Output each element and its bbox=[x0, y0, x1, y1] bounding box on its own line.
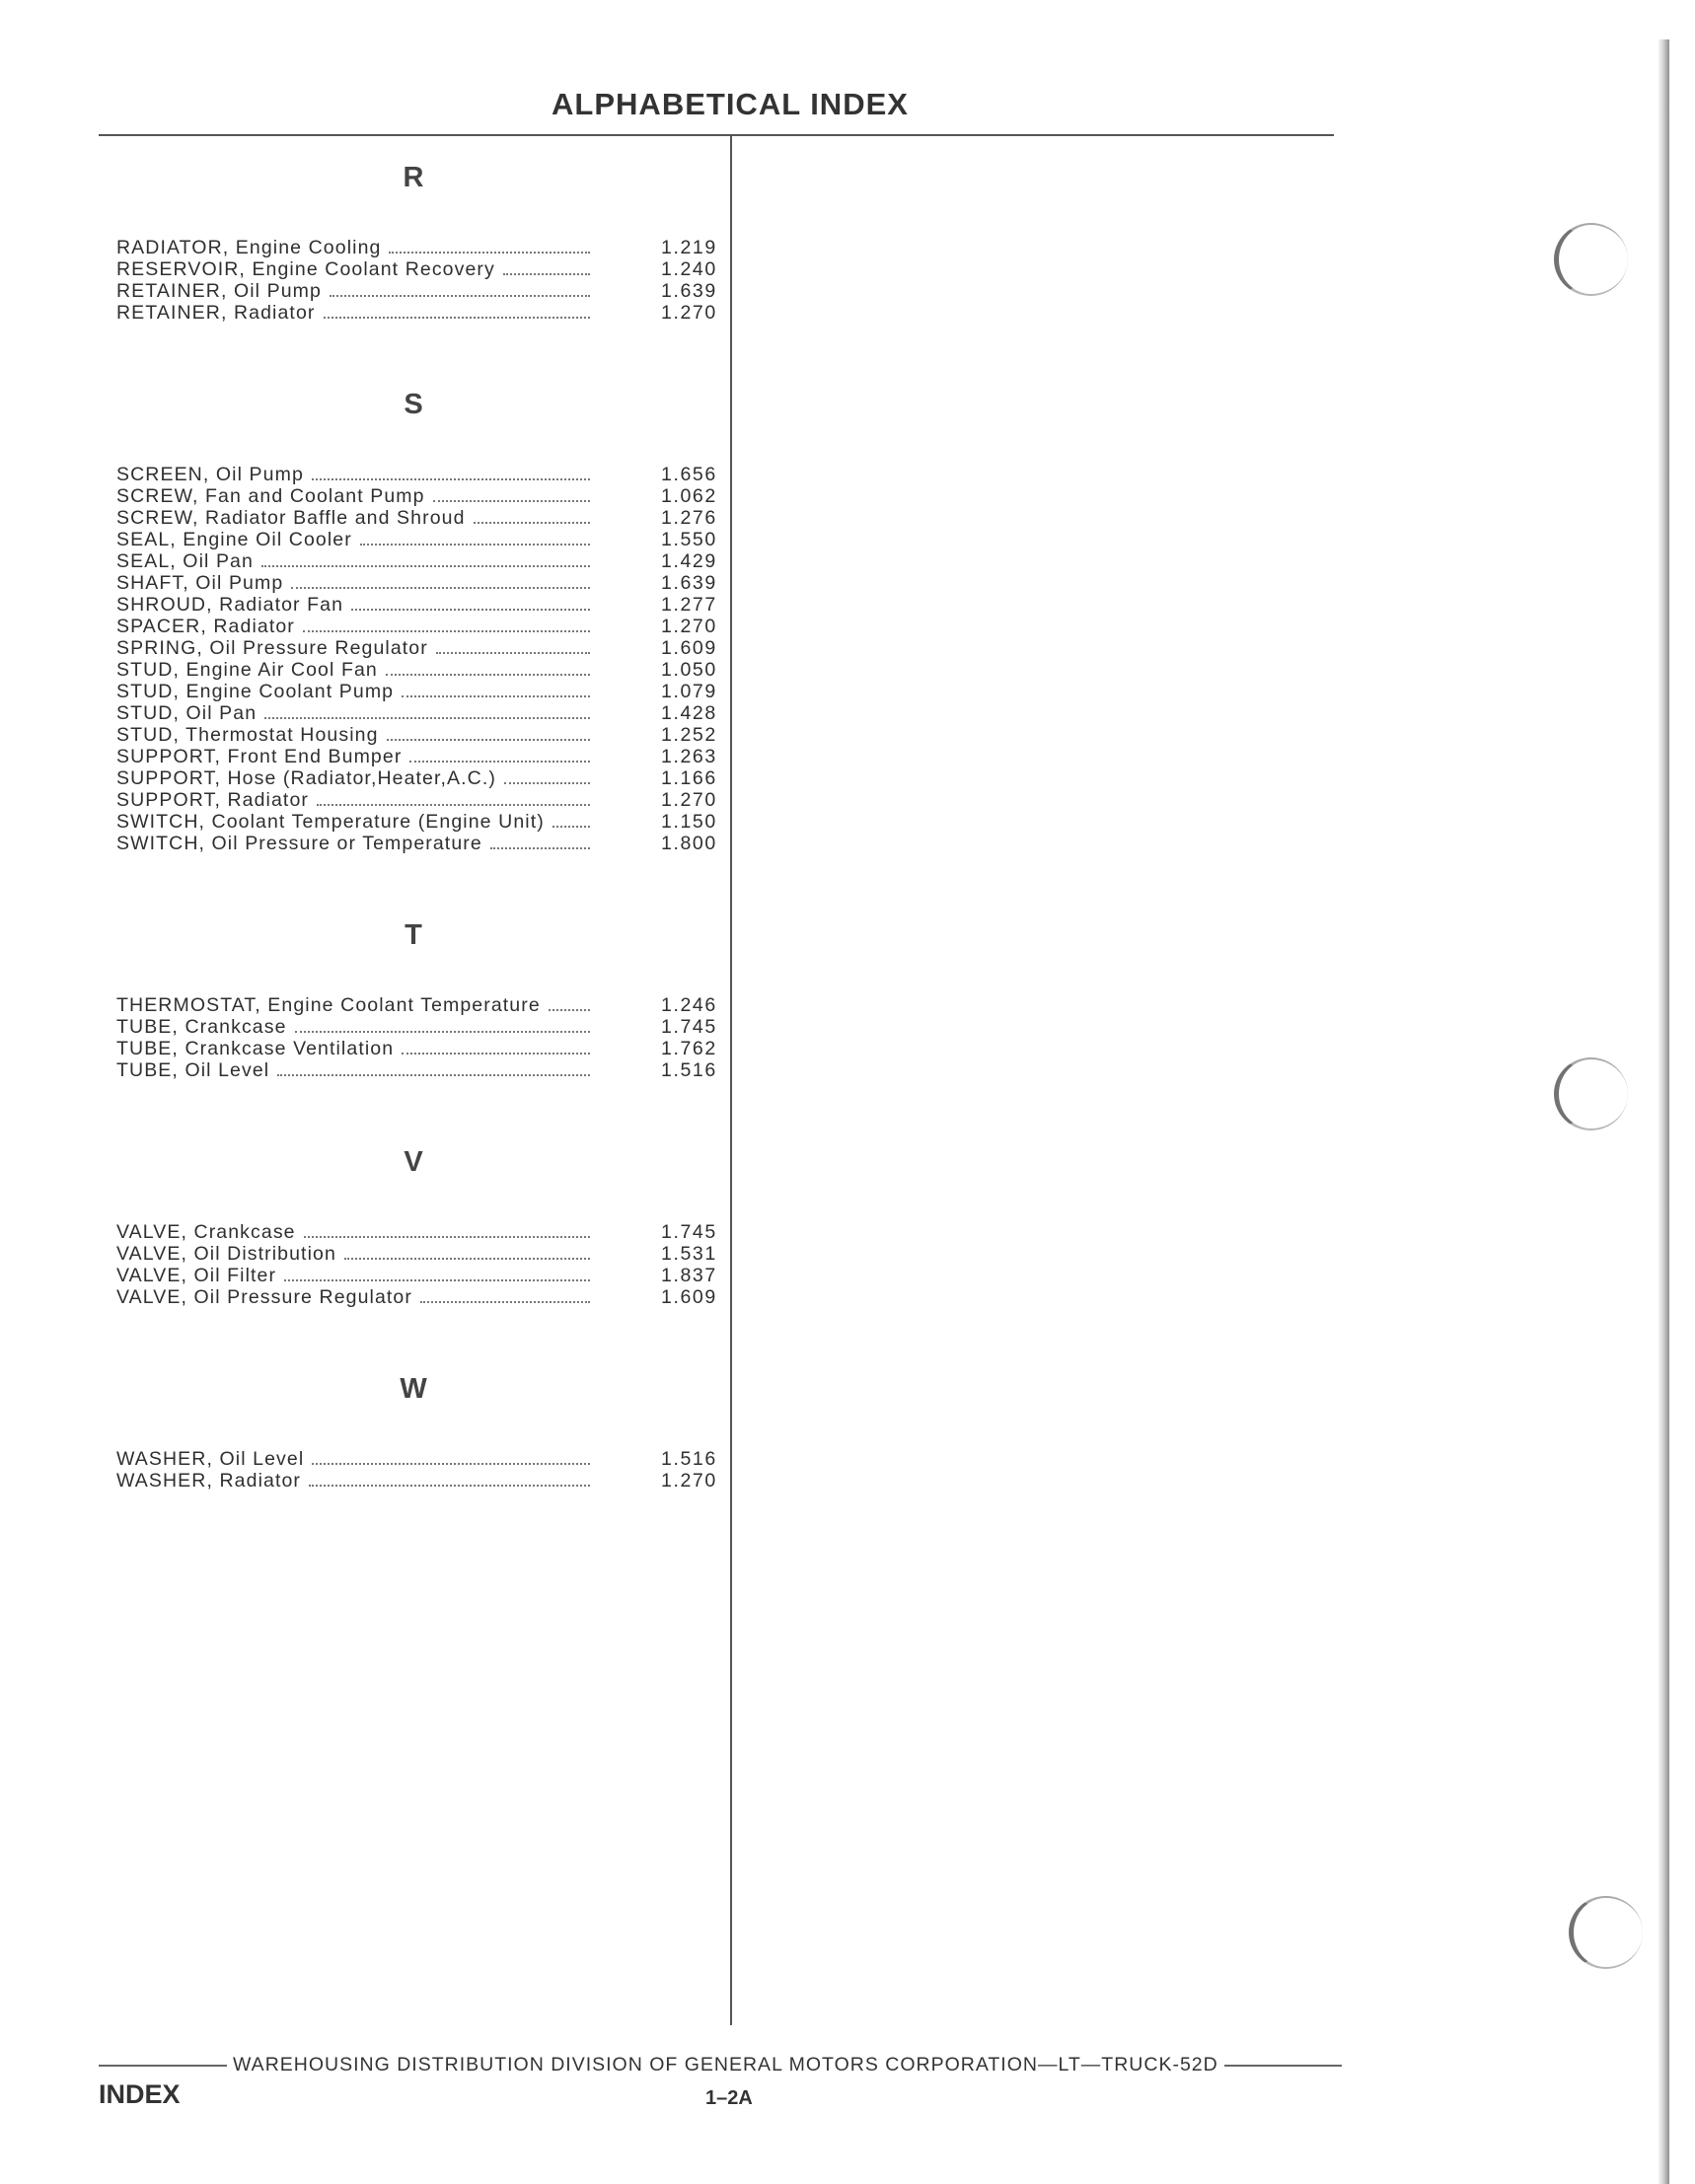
section-letter: W bbox=[400, 1373, 427, 1405]
entry-page-number: 1.150 bbox=[661, 811, 717, 833]
entry-page-number: 1.270 bbox=[661, 616, 717, 637]
page-edge-shadow bbox=[1658, 39, 1669, 2184]
dot-leader bbox=[436, 652, 590, 654]
entry-label: STUD, Oil Pan bbox=[116, 702, 258, 724]
entry-page-number: 1.800 bbox=[661, 833, 717, 854]
entry-label: VALVE, Crankcase bbox=[116, 1221, 296, 1243]
index-entry bbox=[116, 1016, 718, 1038]
entry-page-number: 1.270 bbox=[661, 789, 717, 811]
entry-page-number: 1.246 bbox=[661, 994, 717, 1016]
dot-leader bbox=[324, 317, 591, 319]
dot-leader bbox=[309, 1485, 590, 1487]
entry-label: STUD, Engine Coolant Pump bbox=[116, 681, 395, 702]
index-section-s bbox=[116, 385, 718, 854]
page-number: 1–2A bbox=[705, 2087, 753, 2109]
index-entry bbox=[116, 594, 718, 616]
entry-label: RESERVOIR, Engine Coolant Recovery bbox=[116, 258, 495, 280]
entry-label: SCREEN, Oil Pump bbox=[116, 464, 304, 485]
entry-list bbox=[116, 994, 718, 1081]
index-entry bbox=[116, 811, 718, 833]
dot-leader bbox=[389, 252, 590, 254]
index-entry bbox=[116, 1221, 718, 1243]
footer-publisher-line bbox=[99, 2054, 1342, 2076]
entry-label: VALVE, Oil Pressure Regulator bbox=[116, 1286, 412, 1308]
dot-leader bbox=[295, 1031, 590, 1033]
index-entry bbox=[116, 1265, 718, 1286]
index-entry bbox=[116, 1470, 718, 1492]
entry-label: SWITCH, Oil Pressure or Temperature bbox=[116, 833, 482, 854]
entry-page-number: 1.550 bbox=[661, 529, 717, 550]
entry-page-number: 1.263 bbox=[661, 746, 717, 767]
entry-page-number: 1.656 bbox=[661, 464, 717, 485]
entry-page-number: 1.609 bbox=[661, 637, 717, 659]
section-letter: V bbox=[404, 1146, 423, 1178]
index-entry bbox=[116, 994, 718, 1016]
entry-page-number: 1.762 bbox=[661, 1038, 717, 1059]
entry-page-number: 1.516 bbox=[661, 1448, 717, 1470]
entry-label: TUBE, Crankcase bbox=[116, 1016, 287, 1038]
index-entry bbox=[116, 550, 718, 572]
entry-label: TUBE, Crankcase Ventilation bbox=[116, 1038, 395, 1059]
entry-page-number: 1.062 bbox=[661, 485, 717, 507]
dot-leader bbox=[284, 1279, 590, 1281]
dot-leader bbox=[433, 500, 590, 502]
entry-list bbox=[116, 237, 718, 324]
page-title: ALPHABETICAL INDEX bbox=[552, 87, 909, 121]
dot-leader bbox=[503, 273, 590, 275]
binder-hole-top bbox=[1554, 223, 1628, 296]
index-entry bbox=[116, 302, 718, 324]
entry-list bbox=[116, 464, 718, 854]
index-entry bbox=[116, 529, 718, 550]
section-letter: R bbox=[403, 162, 424, 193]
index-entry bbox=[116, 789, 718, 811]
entry-page-number: 1.531 bbox=[661, 1243, 717, 1265]
section-letter: S bbox=[404, 389, 423, 420]
entry-list bbox=[116, 1448, 718, 1492]
dot-leader bbox=[490, 847, 590, 849]
dot-leader bbox=[360, 544, 590, 546]
binder-hole-bottom bbox=[1569, 1896, 1643, 1969]
index-entry bbox=[116, 258, 718, 280]
dot-leader bbox=[312, 478, 590, 480]
index-entry bbox=[116, 485, 718, 507]
entry-page-number: 1.270 bbox=[661, 1470, 717, 1492]
dot-leader bbox=[261, 565, 590, 567]
entry-page-number: 1.745 bbox=[661, 1221, 717, 1243]
dot-leader bbox=[330, 295, 590, 297]
dot-leader bbox=[504, 782, 590, 784]
dot-leader bbox=[386, 674, 590, 676]
dot-leader bbox=[277, 1074, 590, 1076]
index-section-v bbox=[116, 1142, 718, 1308]
entry-page-number: 1.166 bbox=[661, 767, 717, 789]
entry-label: SUPPORT, Hose (Radiator,Heater,A.C.) bbox=[116, 767, 496, 789]
entry-label: THERMOSTAT, Engine Coolant Temperature bbox=[116, 994, 541, 1016]
entry-label: SCREW, Radiator Baffle and Shroud bbox=[116, 507, 466, 529]
entry-page-number: 1.428 bbox=[661, 702, 717, 724]
index-section-r bbox=[116, 158, 718, 324]
dot-leader bbox=[303, 630, 590, 632]
index-column bbox=[116, 158, 718, 1553]
dot-leader bbox=[549, 1009, 590, 1011]
index-entry bbox=[116, 616, 718, 637]
index-section-t bbox=[116, 915, 718, 1081]
index-entry bbox=[116, 659, 718, 681]
entry-list bbox=[116, 1221, 718, 1308]
index-entry bbox=[116, 1038, 718, 1059]
entry-label: SEAL, Engine Oil Cooler bbox=[116, 529, 352, 550]
index-entry bbox=[116, 237, 718, 258]
dot-leader bbox=[474, 522, 590, 524]
index-entry bbox=[116, 280, 718, 302]
index-entry bbox=[116, 1448, 718, 1470]
entry-label: TUBE, Oil Level bbox=[116, 1059, 270, 1081]
entry-label: VALVE, Oil Filter bbox=[116, 1265, 277, 1286]
entry-label: SUPPORT, Radiator bbox=[116, 789, 309, 811]
entry-page-number: 1.516 bbox=[661, 1059, 717, 1081]
entry-label: RETAINER, Radiator bbox=[116, 302, 316, 324]
entry-label: SWITCH, Coolant Temperature (Engine Unit) bbox=[116, 811, 545, 833]
dot-leader bbox=[317, 804, 590, 806]
entry-label: STUD, Thermostat Housing bbox=[116, 724, 379, 746]
entry-page-number: 1.609 bbox=[661, 1286, 717, 1308]
dot-leader bbox=[402, 695, 590, 697]
index-entry bbox=[116, 1286, 718, 1308]
index-entry bbox=[116, 1243, 718, 1265]
footer-section-name: INDEX bbox=[99, 2079, 181, 2109]
entry-label: SPACER, Radiator bbox=[116, 616, 295, 637]
index-entry bbox=[116, 637, 718, 659]
entry-label: SHROUD, Radiator Fan bbox=[116, 594, 344, 616]
dot-leader bbox=[344, 1258, 590, 1260]
index-entry bbox=[116, 724, 718, 746]
dot-leader bbox=[304, 1236, 590, 1238]
entry-page-number: 1.252 bbox=[661, 724, 717, 746]
dot-leader bbox=[291, 587, 590, 589]
index-entry bbox=[116, 507, 718, 529]
entry-page-number: 1.270 bbox=[661, 302, 717, 324]
dot-leader bbox=[312, 1463, 590, 1465]
entry-label: WASHER, Radiator bbox=[116, 1470, 302, 1492]
index-entry bbox=[116, 746, 718, 767]
index-entry bbox=[116, 767, 718, 789]
index-entry bbox=[116, 702, 718, 724]
entry-page-number: 1.240 bbox=[661, 258, 717, 280]
entry-page-number: 1.079 bbox=[661, 681, 717, 702]
entry-label: SHAFT, Oil Pump bbox=[116, 572, 284, 594]
entry-label: SUPPORT, Front End Bumper bbox=[116, 746, 403, 767]
index-entry bbox=[116, 464, 718, 485]
dot-leader bbox=[553, 826, 590, 828]
entry-page-number: 1.219 bbox=[661, 237, 717, 258]
entry-page-number: 1.639 bbox=[661, 572, 717, 594]
footer-rule-left bbox=[99, 2065, 227, 2067]
dot-leader bbox=[387, 739, 590, 741]
dot-leader bbox=[402, 1053, 590, 1055]
entry-label: SCREW, Fan and Coolant Pump bbox=[116, 485, 425, 507]
entry-label: SPRING, Oil Pressure Regulator bbox=[116, 637, 428, 659]
entry-label: WASHER, Oil Level bbox=[116, 1448, 305, 1470]
entry-label: RADIATOR, Engine Cooling bbox=[116, 237, 382, 258]
index-entry bbox=[116, 681, 718, 702]
entry-page-number: 1.276 bbox=[661, 507, 717, 529]
entry-label: RETAINER, Oil Pump bbox=[116, 280, 322, 302]
dot-leader bbox=[351, 609, 590, 611]
footer-rule-right bbox=[1224, 2065, 1342, 2067]
entry-label: VALVE, Oil Distribution bbox=[116, 1243, 336, 1265]
entry-page-number: 1.277 bbox=[661, 594, 717, 616]
footer-publisher-text: WAREHOUSING DISTRIBUTION DIVISION OF GENERAL MOTORS CORPORATION—LT—TRUCK-52D bbox=[233, 2054, 1218, 2075]
index-entry bbox=[116, 833, 718, 854]
dot-leader bbox=[420, 1301, 590, 1303]
section-letter: T bbox=[405, 919, 422, 951]
index-entry bbox=[116, 1059, 718, 1081]
dot-leader bbox=[264, 717, 590, 719]
entry-label: STUD, Engine Air Cool Fan bbox=[116, 659, 378, 681]
index-section-w bbox=[116, 1369, 718, 1492]
entry-page-number: 1.050 bbox=[661, 659, 717, 681]
title-rule bbox=[99, 134, 1334, 136]
entry-page-number: 1.745 bbox=[661, 1016, 717, 1038]
column-divider bbox=[730, 136, 732, 2025]
binder-hole-middle bbox=[1554, 1057, 1628, 1130]
dot-leader bbox=[409, 761, 590, 763]
index-entry bbox=[116, 572, 718, 594]
entry-page-number: 1.429 bbox=[661, 550, 717, 572]
entry-page-number: 1.639 bbox=[661, 280, 717, 302]
entry-label: SEAL, Oil Pan bbox=[116, 550, 254, 572]
entry-page-number: 1.837 bbox=[661, 1265, 717, 1286]
